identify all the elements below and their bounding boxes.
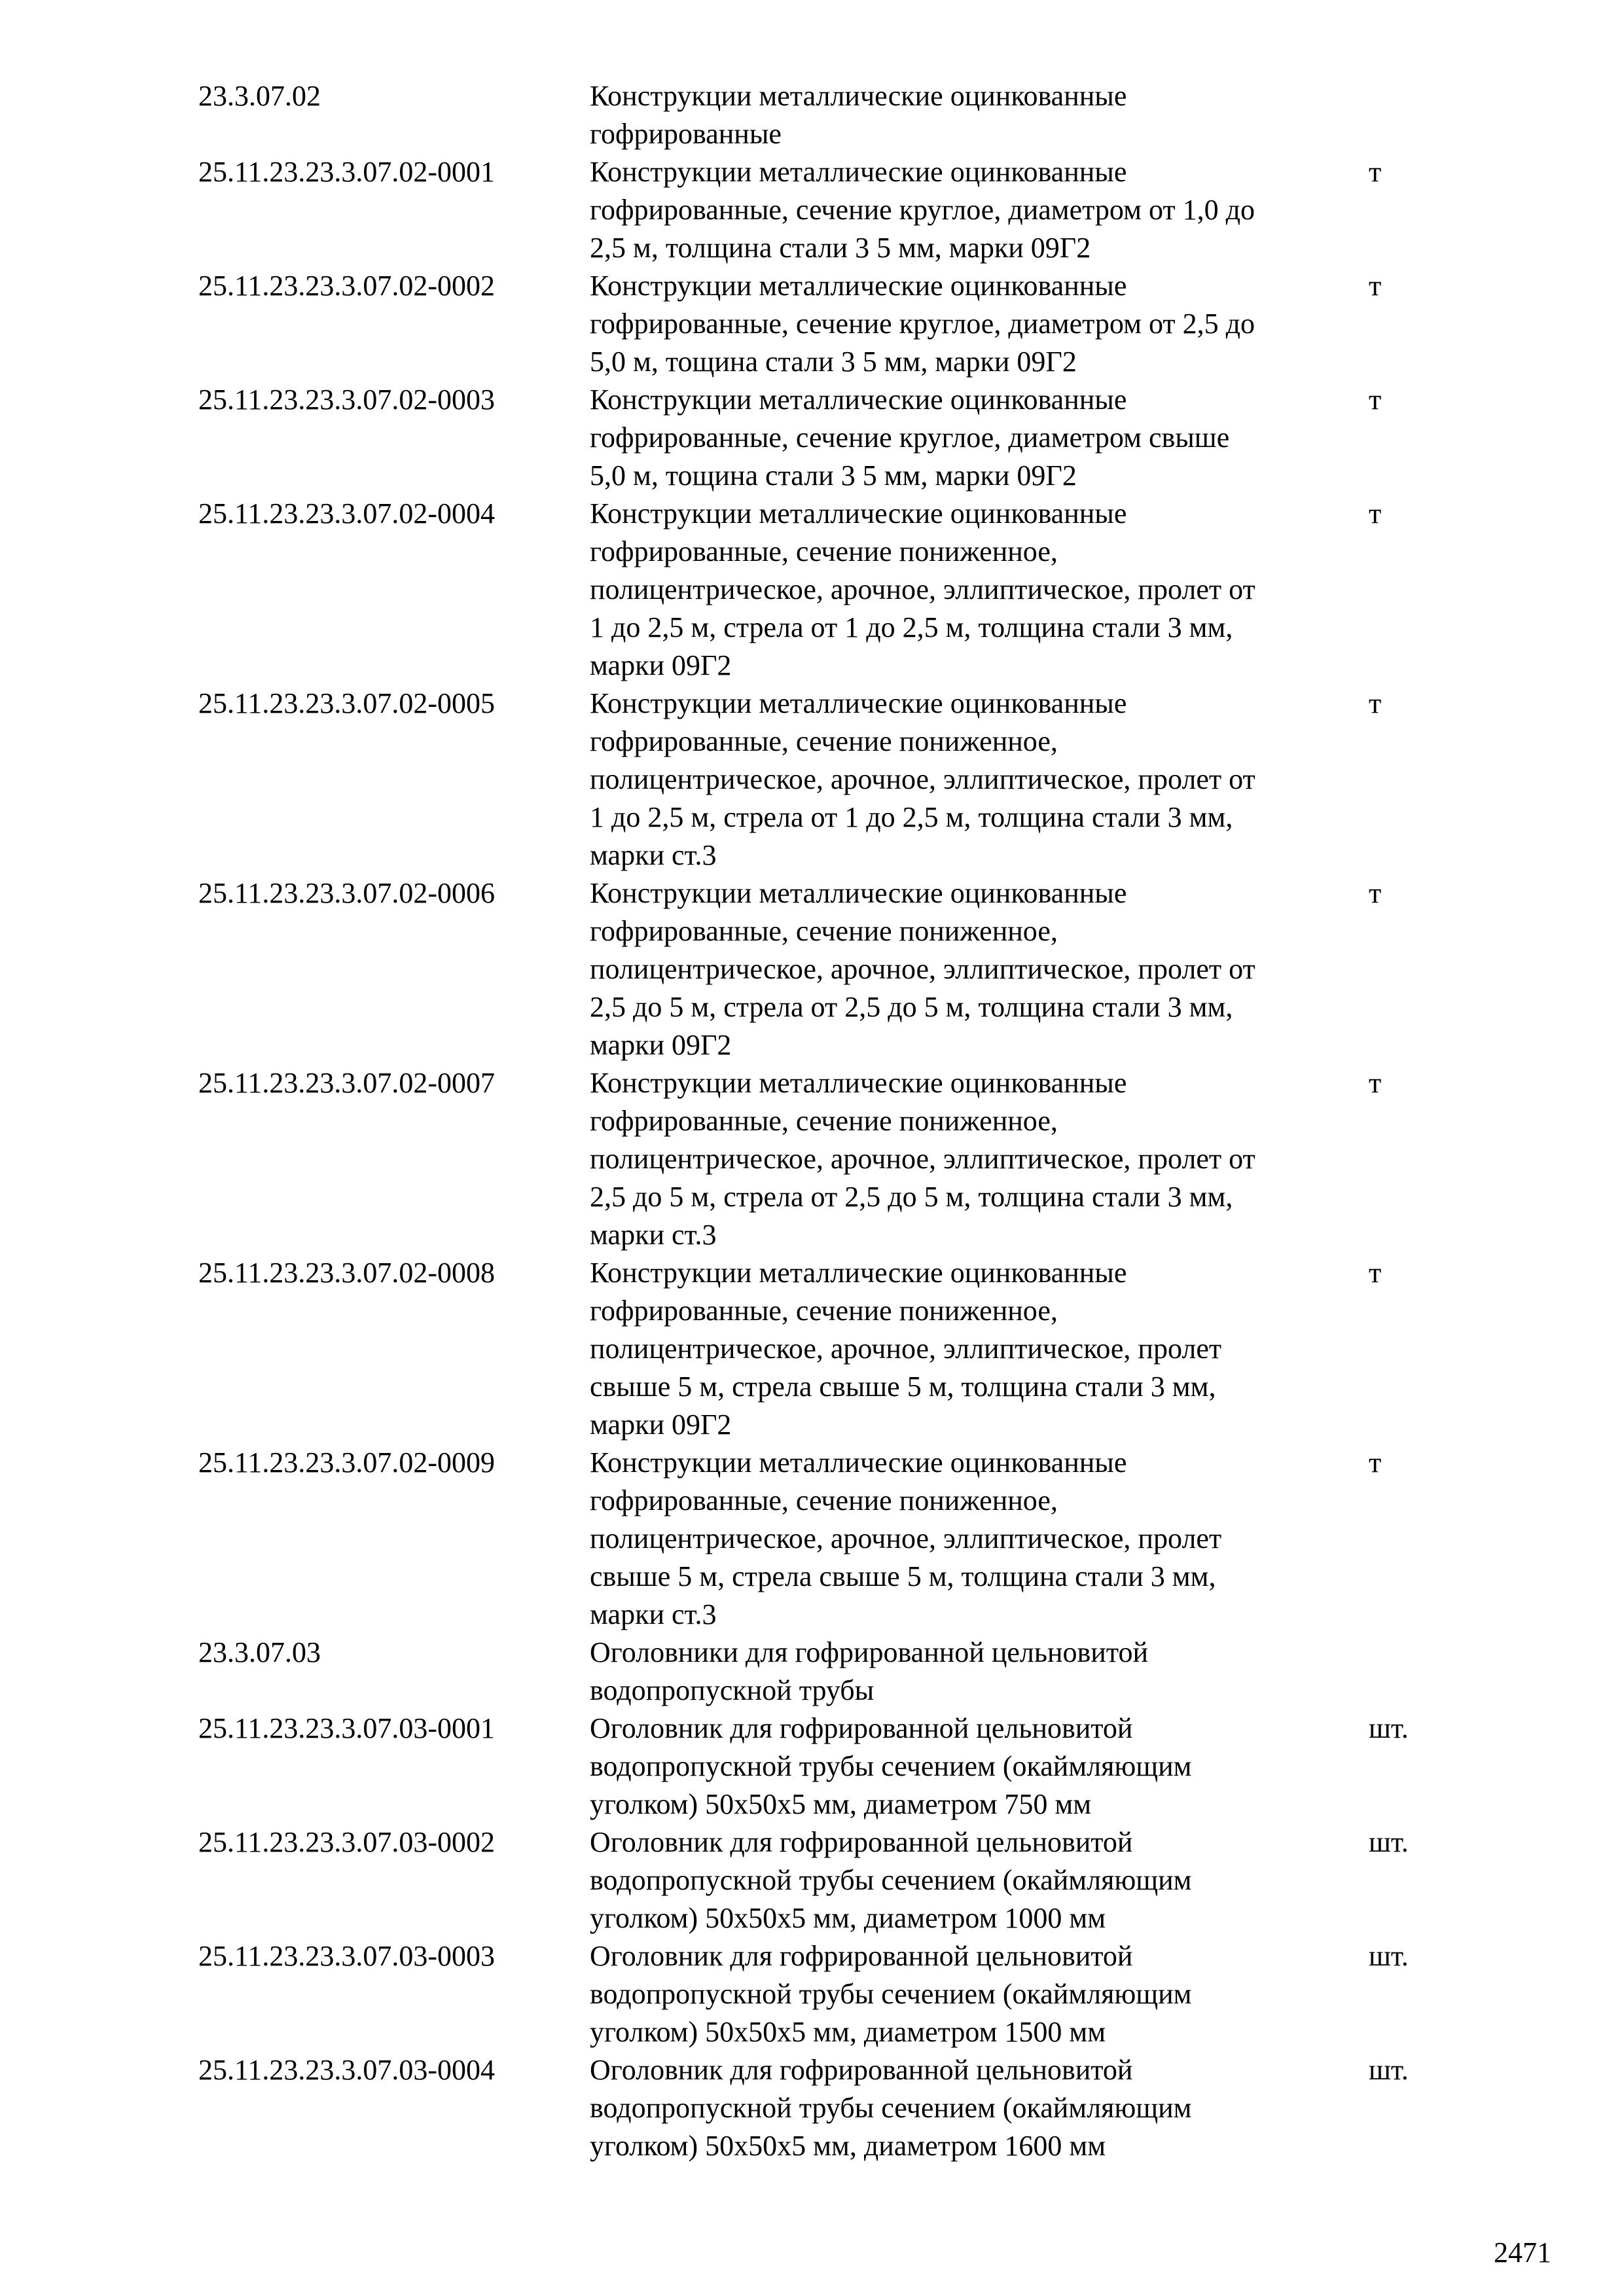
resource-description [590, 1937, 1369, 2051]
resource-unit: т [1369, 1446, 1382, 1479]
description-line: 2,5 до 5 м, стрела от 2,5 до 5 м, толщина стали 3 мм, [590, 991, 1233, 1023]
description-line: Конструкции металлические оцинкованные [590, 384, 1127, 416]
resource-code: 23.3.07.03 [198, 1636, 321, 1668]
description-line: полицентрическое, арочное, эллиптическое, пролет [590, 1333, 1222, 1365]
resource-list [198, 77, 1442, 2165]
description-line: уголком) 50х50х5 мм, диаметром 750 мм [590, 1788, 1092, 1820]
resource-code: 25.11.23.23.3.07.02-0009 [198, 1446, 496, 1479]
resource-unit: т [1369, 497, 1382, 529]
resource-code: 25.11.23.23.3.07.02-0001 [198, 156, 496, 188]
resource-row [198, 874, 1442, 1064]
resource-description [590, 1634, 1369, 1710]
resource-unit: т [1369, 1257, 1382, 1289]
description-line: Конструкции металлические оцинкованные [590, 497, 1127, 529]
description-line: марки ст.3 [590, 1219, 717, 1251]
resource-description [590, 1444, 1369, 1634]
resource-row [198, 685, 1442, 874]
resource-row [198, 2051, 1442, 2165]
description-line: водопропускной трубы сечением (окаймляющим [590, 1978, 1192, 2010]
resource-code: 25.11.23.23.3.07.03-0001 [198, 1712, 496, 1744]
description-line: гофрированные, сечение круглое, диаметром свыше [590, 422, 1230, 454]
description-line: уголком) 50х50х5 мм, диаметром 1600 мм [590, 2130, 1106, 2162]
resource-row [198, 1444, 1442, 1634]
resource-code: 25.11.23.23.3.07.02-0003 [198, 384, 496, 416]
description-line: уголком) 50х50х5 мм, диаметром 1500 мм [590, 2016, 1106, 2048]
resource-unit: шт. [1369, 2054, 1409, 2086]
resource-unit: т [1369, 156, 1382, 188]
resource-description [590, 1064, 1369, 1254]
resource-row [198, 1710, 1442, 1823]
resource-unit: шт. [1369, 1712, 1409, 1744]
page-number: 2471 [1494, 2236, 1551, 2269]
description-line: свыше 5 м, стрела свыше 5 м, толщина стали 3 мм, [590, 1371, 1216, 1403]
description-line: Конструкции металлические оцинкованные [590, 877, 1127, 909]
description-line: марки 09Г2 [590, 1029, 732, 1061]
resource-row [198, 267, 1442, 381]
resource-description [590, 1710, 1369, 1823]
description-line: гофрированные [590, 118, 782, 150]
resource-unit: т [1369, 384, 1382, 416]
description-line: полицентрическое, арочное, эллиптическое, пролет от [590, 1143, 1255, 1175]
description-line: гофрированные, сечение круглое, диаметром от 2,5 до [590, 308, 1255, 340]
resource-code: 23.3.07.02 [198, 80, 321, 112]
resource-code: 25.11.23.23.3.07.02-0007 [198, 1067, 496, 1099]
resource-code: 25.11.23.23.3.07.03-0004 [198, 2054, 496, 2086]
resource-description [590, 685, 1369, 874]
resource-row [198, 1937, 1442, 2051]
resource-description [590, 381, 1369, 495]
resource-description [590, 267, 1369, 381]
description-line: гофрированные, сечение пониженное, [590, 1105, 1058, 1137]
description-line: Конструкции металлические оцинкованные [590, 1446, 1127, 1479]
description-line: марки 09Г2 [590, 1408, 732, 1441]
description-line: полицентрическое, арочное, эллиптическое, пролет от [590, 953, 1255, 985]
description-line: Конструкции металлические оцинкованные [590, 156, 1127, 188]
description-line: Конструкции металлические оцинкованные [590, 80, 1127, 112]
description-line: Конструкции металлические оцинкованные [590, 1067, 1127, 1099]
description-line: водопропускной трубы [590, 1674, 875, 1706]
description-line: водопропускной трубы сечением (окаймляющим [590, 2092, 1192, 2124]
description-line: марки 09Г2 [590, 649, 732, 681]
description-line: Оголовник для гофрированной цельновитой [590, 2054, 1133, 2086]
description-line: водопропускной трубы сечением (окаймляющим [590, 1750, 1192, 1782]
description-line: гофрированные, сечение пониженное, [590, 725, 1058, 757]
description-line: марки ст.3 [590, 839, 717, 871]
resource-description [590, 77, 1369, 153]
resource-description [590, 1254, 1369, 1444]
description-line: Конструкции металлические оцинкованные [590, 270, 1127, 302]
description-line: 5,0 м, тощина стали 3 5 мм, марки 09Г2 [590, 459, 1077, 492]
description-line: 2,5 м, толщина стали 3 5 мм, марки 09Г2 [590, 232, 1091, 264]
description-line: гофрированные, сечение пониженное, [590, 915, 1058, 947]
description-line: Оголовники для гофрированной цельновитой [590, 1636, 1149, 1668]
description-line: 2,5 до 5 м, стрела от 2,5 до 5 м, толщина стали 3 мм, [590, 1181, 1233, 1213]
description-line: свыше 5 м, стрела свыше 5 м, толщина стали 3 мм, [590, 1560, 1216, 1592]
resource-description [590, 153, 1369, 267]
description-line: Оголовник для гофрированной цельновитой [590, 1712, 1133, 1744]
description-line: уголком) 50х50х5 мм, диаметром 1000 мм [590, 1902, 1106, 1934]
description-line: марки ст.3 [590, 1598, 717, 1630]
description-line: гофрированные, сечение пониженное, [590, 535, 1058, 567]
description-line: 1 до 2,5 м, стрела от 1 до 2,5 м, толщина стали 3 мм, [590, 611, 1233, 643]
description-line: Оголовник для гофрированной цельновитой [590, 1826, 1133, 1858]
description-line: 5,0 м, тощина стали 3 5 мм, марки 09Г2 [590, 346, 1077, 378]
resource-code: 25.11.23.23.3.07.02-0005 [198, 687, 496, 719]
description-line: гофрированные, сечение пониженное, [590, 1295, 1058, 1327]
resource-code: 25.11.23.23.3.07.02-0008 [198, 1257, 496, 1289]
resource-code: 25.11.23.23.3.07.02-0002 [198, 270, 496, 302]
description-line: водопропускной трубы сечением (окаймляющим [590, 1864, 1192, 1896]
resource-code: 25.11.23.23.3.07.03-0003 [198, 1940, 496, 1972]
description-line: 1 до 2,5 м, стрела от 1 до 2,5 м, толщина стали 3 мм, [590, 801, 1233, 833]
description-line: Оголовник для гофрированной цельновитой [590, 1940, 1133, 1972]
description-line: полицентрическое, арочное, эллиптическое, пролет от [590, 763, 1255, 795]
description-line: Конструкции металлические оцинкованные [590, 1257, 1127, 1289]
description-line: гофрированные, сечение круглое, диаметром от 1,0 до [590, 194, 1255, 226]
resource-unit: т [1369, 877, 1382, 909]
resource-code: 25.11.23.23.3.07.02-0004 [198, 497, 496, 529]
resource-row [198, 153, 1442, 267]
resource-row [198, 1254, 1442, 1444]
resource-description [590, 1823, 1369, 1937]
resource-unit: шт. [1369, 1940, 1409, 1972]
resource-unit: т [1369, 1067, 1382, 1099]
resource-unit: т [1369, 687, 1382, 719]
resource-unit: шт. [1369, 1826, 1409, 1858]
resource-unit: т [1369, 270, 1382, 302]
resource-description [590, 2051, 1369, 2165]
description-line: полицентрическое, арочное, эллиптическое, пролет [590, 1522, 1222, 1554]
resource-row [198, 1634, 1442, 1710]
resource-row [198, 1823, 1442, 1937]
resource-description [590, 874, 1369, 1064]
description-line: полицентрическое, арочное, эллиптическое, пролет от [590, 573, 1255, 605]
resource-row [198, 495, 1442, 685]
description-line: Конструкции металлические оцинкованные [590, 687, 1127, 719]
description-line: гофрированные, сечение пониженное, [590, 1484, 1058, 1516]
resource-row [198, 1064, 1442, 1254]
resource-code: 25.11.23.23.3.07.02-0006 [198, 877, 496, 909]
resource-code: 25.11.23.23.3.07.03-0002 [198, 1826, 496, 1858]
resource-description [590, 495, 1369, 685]
resource-row [198, 77, 1442, 153]
resource-row [198, 381, 1442, 495]
